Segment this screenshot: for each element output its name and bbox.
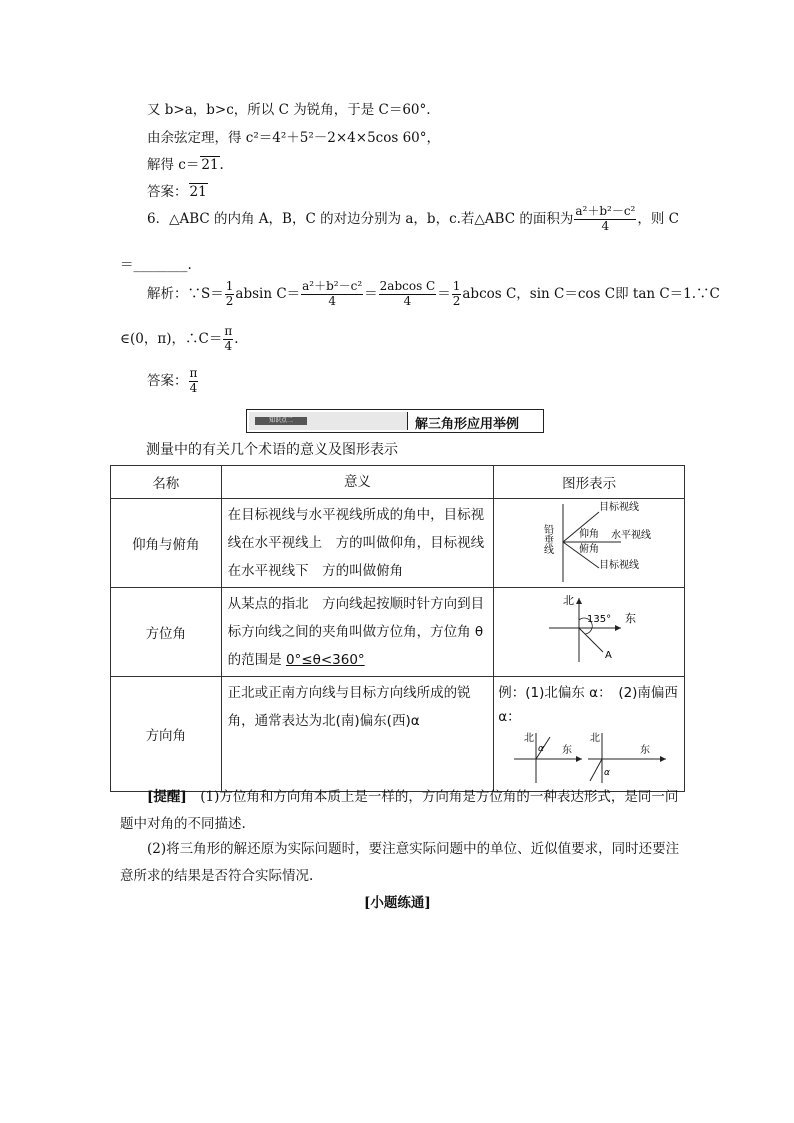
label-elevation: 仰角 <box>579 529 600 540</box>
label-point: A <box>605 650 613 661</box>
label-east-1: 东 <box>562 745 573 756</box>
label-horizontal: 水平视线 <box>611 530 652 541</box>
row-name: 方位角 <box>111 588 222 677</box>
label-vertical: 铅垂线 <box>541 524 553 554</box>
row-name: 仰角与俯角 <box>111 499 222 588</box>
label-angle: 135° <box>587 614 612 625</box>
q6-blank: ＝________. <box>120 257 192 273</box>
table-row <box>111 499 685 588</box>
line-2: 由余弦定理，得 c²＝4²＋5²－2×4×5cos 60°， <box>147 130 440 146</box>
label-alpha-2: α <box>604 768 611 778</box>
label-north-1: 北 <box>524 733 535 744</box>
label-target-bottom: 目标视线 <box>599 560 640 571</box>
practice-heading: [小题练通] <box>364 895 431 911</box>
line-3: 解得 c＝ 21. <box>147 157 224 173</box>
section-title: 解三角形应用举例 <box>415 417 520 432</box>
row-meaning: 从某点的指北 方向线起按顺时针方向到目标方向线之间的夹角叫做方位角，方位角 θ 的范围是 0°≤θ<360° <box>221 588 494 677</box>
row-meaning: 在目标视线与水平视线所成的角中，目标视线在水平视线上 方的叫做仰角，目标视线在水平视线下 方的叫做俯角 <box>221 499 494 588</box>
direction-example: 例：(1)北偏东 α： (2)南偏西 α： <box>498 685 678 725</box>
row-meaning: 正北或正南方向线与目标方向线所成的锐 角，通常表达为北(南)偏东(西)α <box>221 677 494 792</box>
label-north-2: 北 <box>590 733 601 744</box>
header-meaning: 意义 <box>221 466 494 499</box>
table-header-row <box>111 466 685 499</box>
label-depression: 俯角 <box>579 544 600 555</box>
line-1: 又 b>a，b>c，所以 C 为锐角，于是 C＝60°. <box>147 102 431 118</box>
label-target-top: 目标视线 <box>599 502 640 513</box>
header-name: 名称 <box>111 466 222 499</box>
q6-solution: 解析：∵S＝ $\frac{1}{2}$ absin C＝ $\frac{\text{a²＋b²－c²}}{4}$ ＝ $\frac{\text{2abcos C}}{4}$ ＝ $\frac{1}{2}$ abcos C，sin C＝cos C即 tan C＝1.∵C <box>147 279 720 308</box>
section-tag: 知识点二 <box>249 412 408 430</box>
label-north: 北 <box>563 594 575 607</box>
q6-answer: 答案： $\frac{\pi}{4}$ <box>147 366 198 395</box>
label-east-2: 东 <box>640 745 651 756</box>
section-banner <box>246 409 544 433</box>
answer-5: 答案： 21 <box>147 184 207 200</box>
azimuth-figure <box>494 588 685 677</box>
row-name: 方向角 <box>111 677 222 792</box>
table-row <box>111 588 685 677</box>
tip-2: (2)将三角形的解还原为实际问题时，要注意实际问题中的单位、近似值要求，同时还要注意所求的结果是否符合实际情况. <box>120 841 680 884</box>
intro-text: 测量中的有关几个术语的意义及图形表示 <box>146 442 398 458</box>
label-east: 东 <box>625 612 637 625</box>
tip-1: [提醒] (1)方位角和方向角本质上是一样的，方向角是方位角的一种表达形式，是同一问题中对角的不同描述. <box>120 789 679 832</box>
table-row <box>111 677 685 792</box>
direction-figure <box>494 677 685 792</box>
q6-stem: 6．△ABC 的内角 A，B，C 的对边分别为 a，b，c.若△ABC 的面积为 $\frac{\text{a²＋b²－c²}}{4}$ ，则 C <box>147 204 679 233</box>
q6-solution-line2: ∈(0，π)，∴C＝ $\frac{\pi}{4}$ . <box>120 324 239 353</box>
header-figure: 图形表示 <box>494 466 685 499</box>
terms-table <box>110 465 685 792</box>
elevation-depression-figure <box>494 499 685 588</box>
label-alpha-1: α <box>538 744 545 754</box>
